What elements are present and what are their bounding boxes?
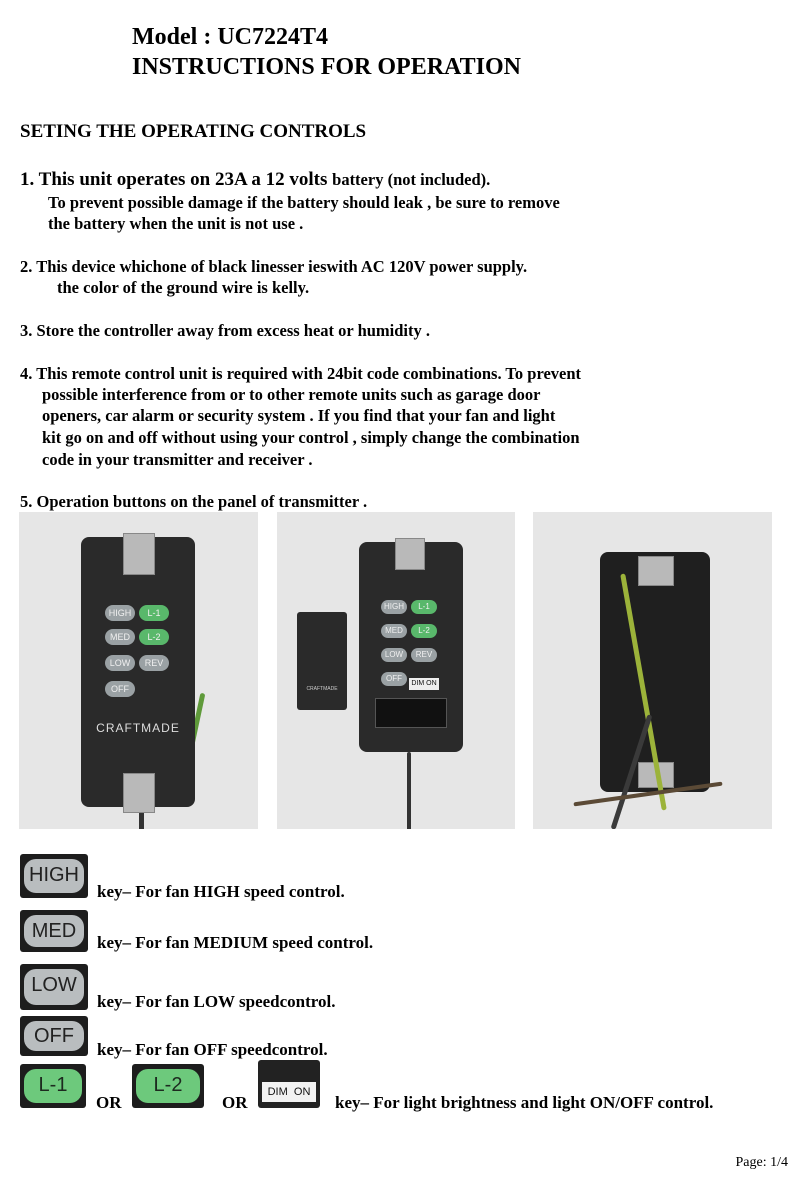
item-2-line-2: the color of the ground wire is kelly. xyxy=(57,278,310,297)
battery-compartment xyxy=(375,698,447,728)
item-1-text-b: battery (not included). xyxy=(332,170,491,189)
bottom-bracket xyxy=(123,773,155,813)
key-high-description: key– For fan HIGH speed control. xyxy=(97,882,345,901)
black-wire-2 xyxy=(407,752,411,829)
med-button-2: MED xyxy=(381,624,407,638)
low-button: LOW xyxy=(105,655,135,671)
item-2-line-1: 2. This device whichone of black linesser ieswith AC 120V power supply. xyxy=(20,257,528,276)
key-l2-label: L-2 xyxy=(136,1069,200,1103)
l1-button-2: L-1 xyxy=(411,600,437,614)
key-off-description: key– For fan OFF speedcontrol. xyxy=(97,1040,328,1059)
instructions-title: INSTRUCTIONS FOR OPERATION xyxy=(132,54,521,80)
off-button-2: OFF xyxy=(381,672,407,686)
light-key-description: key– For light brightness and light ON/OFF control. xyxy=(335,1093,714,1112)
high-button: HIGH xyxy=(105,605,135,621)
key-off xyxy=(20,1016,88,1056)
photo-transmitter-front xyxy=(19,512,258,829)
rev-button: REV xyxy=(139,655,169,671)
key-off-label: OFF xyxy=(24,1021,84,1051)
key-on-label: ON xyxy=(293,1086,311,1098)
transmitter-body xyxy=(81,537,195,807)
item-4-line-5: code in your transmitter and receiver . xyxy=(42,450,313,469)
dim-on-switch xyxy=(409,678,439,690)
item-4-line-3: openers, car alarm or security system . If you find that your fan and light xyxy=(42,406,556,425)
low-button-2: LOW xyxy=(381,648,407,662)
key-l1 xyxy=(20,1064,86,1108)
dim-on-switch-key xyxy=(262,1082,316,1102)
photo-transmitter-battery xyxy=(277,512,515,829)
key-med-label: MED xyxy=(24,915,84,947)
key-med-description: key– For fan MEDIUM speed control. xyxy=(97,933,374,952)
item-4-line-4: kit go on and off without using your control , simply change the combination xyxy=(42,428,580,447)
key-l1-label: L-1 xyxy=(24,1069,82,1103)
item-1-line-3: the battery when the unit is not use . xyxy=(48,214,304,233)
item-1-text-a: 1. This unit operates on 23A a 12 volts xyxy=(20,169,333,190)
off-button: OFF xyxy=(105,681,135,697)
model-title: Model : UC7224T4 xyxy=(132,24,328,50)
item-3: 3. Store the controller away from excess heat or humidity . xyxy=(20,321,431,340)
handheld-remote xyxy=(297,612,347,710)
top-bracket xyxy=(123,533,155,575)
key-low-label: LOW xyxy=(24,969,84,1005)
rev-button-2: REV xyxy=(411,648,437,662)
key-l2 xyxy=(132,1064,204,1108)
med-button: MED xyxy=(105,629,135,645)
item-4-line-2: possible interference from or to other remote units such as garage door xyxy=(42,385,541,404)
or-label-1: OR xyxy=(96,1093,122,1112)
item-4-line-1: 4. This remote control unit is required with 24bit code combinations. To prevent xyxy=(20,364,582,383)
key-high-label: HIGH xyxy=(24,859,84,893)
key-low-description: key– For fan LOW speedcontrol. xyxy=(97,992,336,1011)
or-label-2: OR xyxy=(222,1093,248,1112)
key-med xyxy=(20,910,88,952)
item-1-line-2: To prevent possible damage if the battery should leak , be sure to remove xyxy=(48,193,560,212)
high-button-2: HIGH xyxy=(381,600,407,614)
key-low xyxy=(20,964,88,1010)
photo-transmitter-back xyxy=(533,512,772,829)
top-bracket-2 xyxy=(395,538,425,570)
section-heading: SETING THE OPERATING CONTROLS xyxy=(20,121,367,142)
l2-button: L-2 xyxy=(139,629,169,645)
l2-button-2: L-2 xyxy=(411,624,437,638)
l1-button: L-1 xyxy=(139,605,169,621)
switch-on-label: ON xyxy=(426,680,437,687)
key-high xyxy=(20,854,88,898)
key-dim-on xyxy=(258,1060,320,1108)
back-top-bracket xyxy=(638,556,674,586)
page-number: Page: 1/4 xyxy=(735,1155,788,1170)
handheld-brand: CRAFTMADE xyxy=(306,686,338,692)
key-dim-label: DIM xyxy=(267,1086,288,1098)
switch-dim-label: DIM xyxy=(411,680,425,687)
transmitter-body-2 xyxy=(359,542,463,752)
item-5: 5. Operation buttons on the panel of transmitter . xyxy=(20,492,368,511)
item-1-line-1 xyxy=(20,169,490,191)
brand-label: CRAFTMADE xyxy=(96,721,180,735)
